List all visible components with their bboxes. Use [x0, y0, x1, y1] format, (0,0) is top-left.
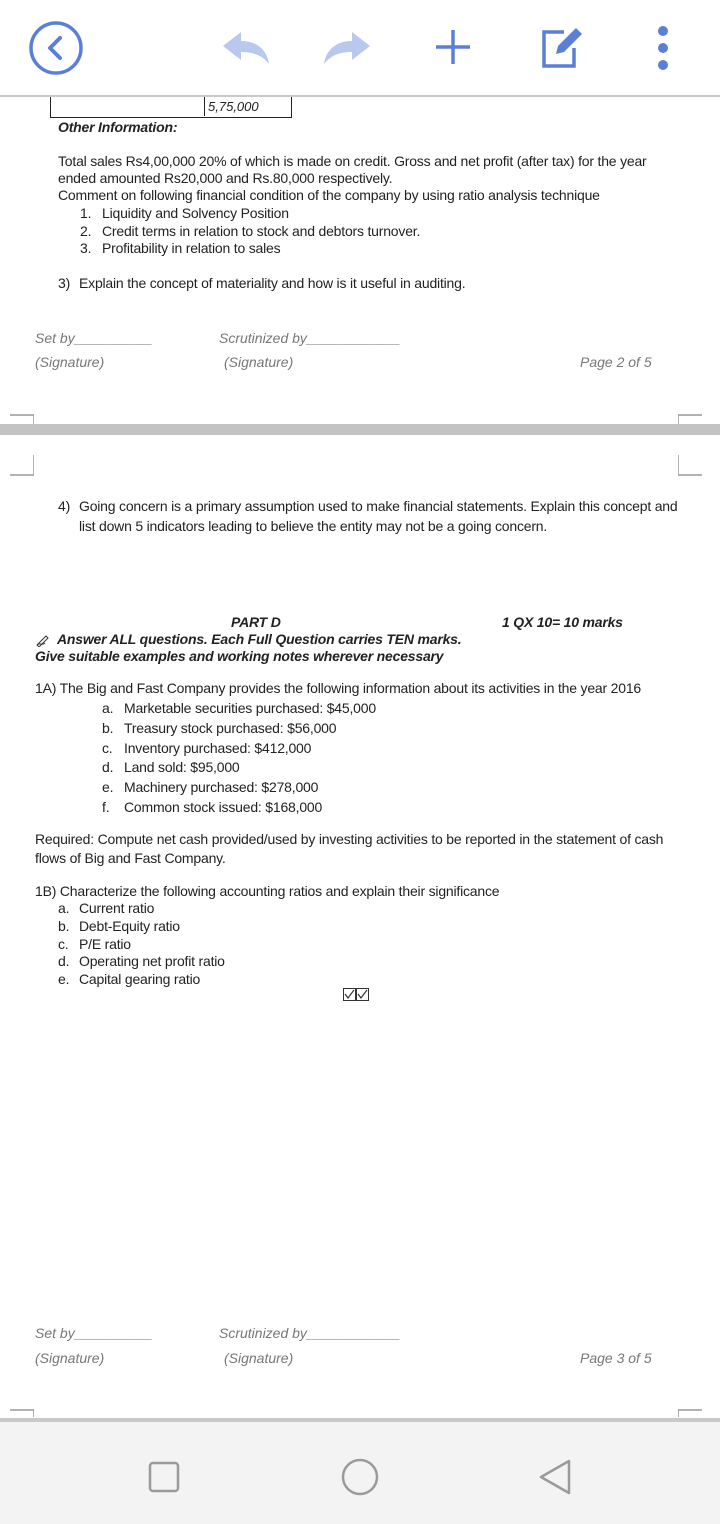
- home-button[interactable]: [335, 1452, 385, 1502]
- marks-label: 1 QX 10= 10 marks: [502, 614, 623, 630]
- list-letter: e.: [58, 971, 70, 987]
- list-letter: e.: [102, 779, 114, 795]
- list-letter: b.: [102, 720, 114, 736]
- list-number: 2.: [80, 223, 92, 239]
- list-letter: b.: [58, 918, 70, 934]
- back-button[interactable]: [28, 20, 84, 76]
- scrutinized-by-field: Scrutinized by____________: [219, 330, 401, 346]
- recents-button[interactable]: [139, 1452, 189, 1502]
- list-letter: d.: [58, 953, 70, 969]
- paragraph-line: Total sales Rs4,00,000 20% of which is made on credit. Gross and net profit (after tax) for the year: [58, 153, 647, 169]
- list-item: Capital gearing ratio: [79, 971, 201, 987]
- paragraph-line: Comment on following financial condition of the company by using ratio analysis technique: [58, 187, 600, 203]
- question-text: 1B) Characterize the following accounting ratios and explain their significance: [35, 883, 500, 899]
- required-text: Required: Compute net cash provided/used by investing activities to be reported in the statement of cash: [35, 831, 664, 847]
- set-by-field: Set by__________: [35, 330, 153, 346]
- list-item: Current ratio: [79, 900, 155, 916]
- question-text: 1A) The Big and Fast Company provides the following information about its activities in the year 2016: [35, 680, 641, 696]
- question-number: 3): [58, 275, 71, 291]
- page-corner-mark: [10, 455, 34, 477]
- undo-icon: [217, 28, 273, 68]
- writing-hand-icon: [36, 633, 50, 647]
- back-icon: [28, 20, 84, 76]
- list-item: Land sold: $95,000: [124, 759, 240, 775]
- page-corner-mark: [678, 1408, 702, 1417]
- add-button[interactable]: [428, 22, 478, 72]
- home-circle-icon: [340, 1457, 380, 1497]
- list-letter: f.: [102, 799, 110, 815]
- scrutinized-by-field: Scrutinized by____________: [219, 1325, 401, 1341]
- page-corner-mark: [10, 1408, 34, 1417]
- question-text: list down 5 indicators leading to believe the entity may not be a going concern.: [79, 518, 548, 534]
- question-text: Going concern is a primary assumption used to make financial statements. Explain this concept and: [79, 498, 678, 514]
- page-number: Page 3 of 5: [580, 1350, 652, 1366]
- table-fragment: [50, 97, 292, 118]
- part-title: PART D: [231, 614, 281, 630]
- table-total-value: 5,75,000: [208, 99, 259, 114]
- instruction-text: Give suitable examples and working notes wherever necessary: [35, 648, 444, 664]
- system-navigation-bar: [0, 1418, 720, 1524]
- redo-button[interactable]: [318, 25, 378, 71]
- top-toolbar: [0, 0, 720, 97]
- signature-label: (Signature): [35, 1350, 105, 1366]
- other-info-heading: Other Information:: [58, 119, 178, 135]
- list-item: Operating net profit ratio: [79, 953, 225, 969]
- question-text: Explain the concept of materiality and how is it useful in auditing.: [79, 275, 466, 291]
- redo-icon: [320, 28, 376, 68]
- document-viewer[interactable]: [0, 97, 720, 1417]
- list-letter: c.: [58, 936, 69, 952]
- system-back-button[interactable]: [530, 1452, 580, 1502]
- page-separator: [0, 424, 720, 435]
- list-item: Inventory purchased: $412,000: [124, 740, 312, 756]
- undo-button[interactable]: [215, 25, 275, 71]
- plus-icon: [433, 27, 473, 67]
- list-item: Credit terms in relation to stock and debtors turnover.: [102, 223, 421, 239]
- page-number: Page 2 of 5: [580, 354, 652, 370]
- paragraph-line: ended amounted Rs20,000 and Rs.80,000 respectively.: [58, 170, 393, 186]
- list-item: Treasury stock purchased: $56,000: [124, 720, 337, 736]
- recents-square-icon: [147, 1460, 181, 1494]
- list-item: Common stock issued: $168,000: [124, 799, 323, 815]
- checkbox-marks-icon: [343, 988, 370, 1001]
- list-letter: a.: [102, 700, 114, 716]
- set-by-field: Set by__________: [35, 1325, 153, 1341]
- page-corner-mark: [678, 455, 702, 477]
- list-letter: a.: [58, 900, 70, 916]
- list-item: Debt-Equity ratio: [79, 918, 180, 934]
- list-item: P/E ratio: [79, 936, 131, 952]
- instruction-text: Answer ALL questions. Each Full Question carries TEN marks.: [57, 631, 462, 647]
- list-letter: d.: [102, 759, 114, 775]
- signature-label: (Signature): [224, 354, 294, 370]
- list-number: 3.: [80, 240, 92, 256]
- list-item: Marketable securities purchased: $45,000: [124, 700, 376, 716]
- list-item: Liquidity and Solvency Position: [102, 205, 289, 221]
- list-item: Machinery purchased: $278,000: [124, 779, 319, 795]
- more-vertical-icon: [653, 23, 673, 73]
- signature-label: (Signature): [35, 354, 105, 370]
- required-text: flows of Big and Fast Company.: [35, 850, 226, 866]
- edit-button[interactable]: [532, 20, 587, 75]
- signature-label: (Signature): [224, 1350, 294, 1366]
- list-item: Profitability in relation to sales: [102, 240, 281, 256]
- more-options-button[interactable]: [648, 20, 678, 76]
- edit-icon: [536, 24, 584, 72]
- back-triangle-icon: [535, 1457, 575, 1497]
- question-number: 4): [58, 498, 71, 514]
- list-number: 1.: [80, 205, 92, 221]
- list-letter: c.: [102, 740, 113, 756]
